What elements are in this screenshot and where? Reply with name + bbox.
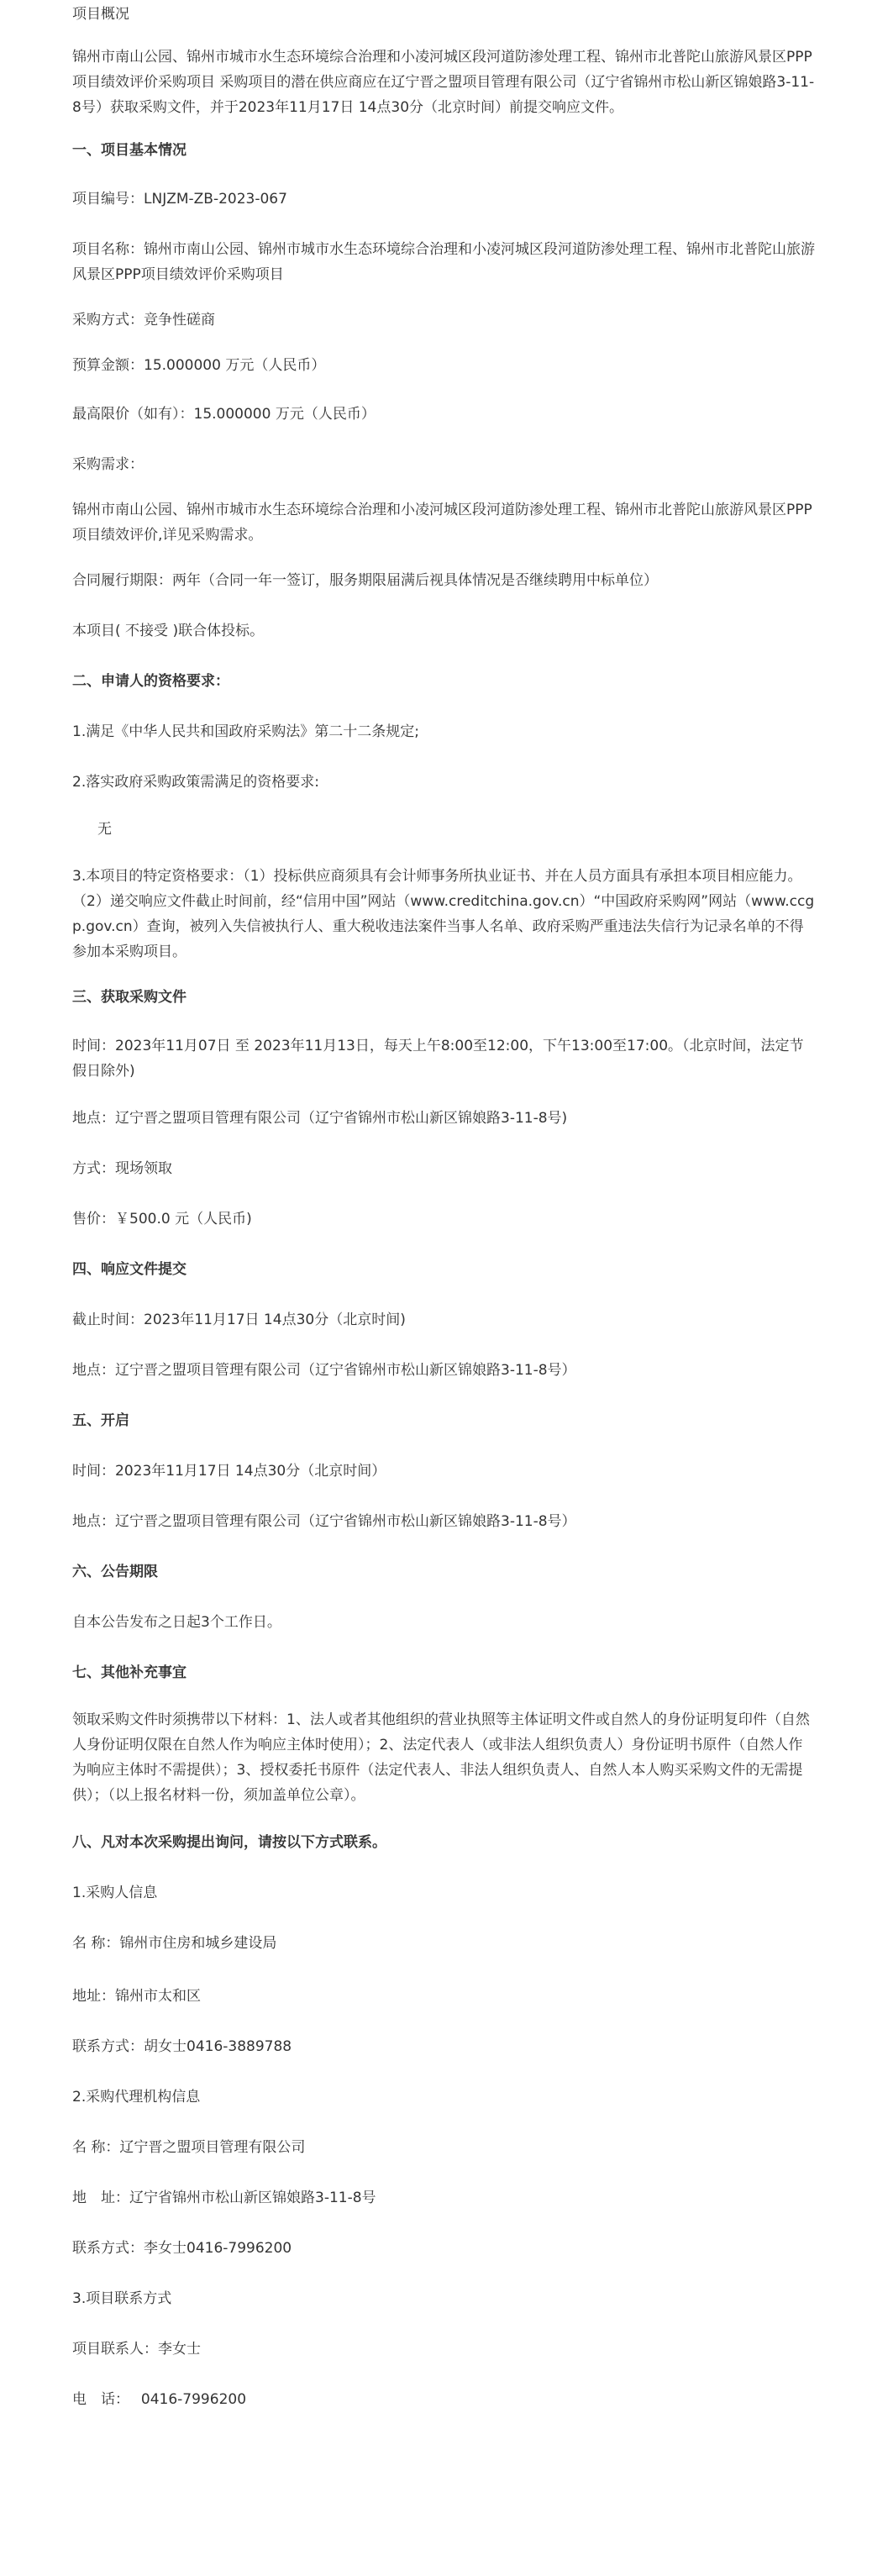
- project-contact-phone: 电 话： 0416-7996200: [72, 2391, 247, 2408]
- qualification-item-3: 3.本项目的特定资格要求：（1）投标供应商须具有会计师事务所执业证书、并在人员方面具有承担本项目相应能力。（2）递交响应文件截止时间前，经“信用中国”网站（www.creditchina.gov.cn）“中国政府采购网”网站（www.ccgp.gov.cn）查询，被列入失信被执行人、重大税收违法案件当事人名单、政府采购严重违法失信行为记录名单的不得参加本采购项目。: [72, 868, 815, 960]
- agency-name: 名 称：辽宁晋之盟项目管理有限公司: [72, 2139, 306, 2156]
- project-number: 项目编号：LNJZM-ZB-2023-067: [72, 191, 287, 208]
- submission-place: 地点：辽宁晋之盟项目管理有限公司（辽宁省锦州市松山新区锦娘路3-11-8号）: [72, 1362, 576, 1379]
- overview-text: 锦州市南山公园、锦州市城市水生态环境综合治理和小凌河城区段河道防渗处理工程、锦州市北普陀山旅游风景区PPP项目绩效评价采购项目 采购项目的潜在供应商应在辽宁晋之盟项目管理有限公司（辽宁省锦州市松山新区锦娘路3-11-8号）获取采购文件，并于2023年11月17日 14点30分（北京时间）前提交响应文件。: [72, 49, 815, 116]
- section-7-heading: 七、其他补充事宜: [72, 1664, 187, 1681]
- section-4-heading: 四、响应文件提交: [72, 1261, 187, 1278]
- purchaser-name: 名 称：锦州市住房和城乡建设局: [72, 1935, 277, 1952]
- obtain-method: 方式：现场领取: [72, 1160, 172, 1177]
- notice-period: 自本公告发布之日起3个工作日。: [72, 1614, 281, 1631]
- document-price: 售价：￥500.0 元（人民币): [72, 1211, 252, 1228]
- section-8-heading: 八、凡对本次采购提出询问，请按以下方式联系。: [72, 1834, 386, 1851]
- qualification-item-2: 2.落实政府采购政策需满足的资格要求:: [72, 774, 319, 791]
- agency-contact: 联系方式：李女士0416-7996200: [72, 2240, 292, 2257]
- consortium-note: 本项目( 不接受 )联合体投标。: [72, 623, 265, 639]
- section-2-heading: 二、申请人的资格要求：: [72, 673, 229, 690]
- demand-text: 锦州市南山公园、锦州市城市水生态环境综合治理和小凌河城区段河道防渗处理工程、锦州市北普陀山旅游风景区PPP项目绩效评价,详见采购需求。: [72, 502, 812, 544]
- obtain-place: 地点：辽宁晋之盟项目管理有限公司（辽宁省锦州市松山新区锦娘路3-11-8号): [72, 1110, 568, 1127]
- purchaser-contact: 联系方式：胡女士0416-3889788: [72, 2038, 292, 2055]
- section-1-heading: 一、项目基本情况: [72, 142, 187, 159]
- procurement-method: 采购方式：竞争性磋商: [72, 312, 215, 329]
- project-contact-title: 3.项目联系方式: [72, 2290, 172, 2307]
- qualification-item-2-value: 无: [97, 821, 112, 838]
- purchaser-address: 地址：锦州市太和区: [72, 1988, 201, 2005]
- demand-label: 采购需求：: [72, 456, 144, 473]
- obtain-time: 时间：2023年11月07日 至 2023年11月13日，每天上午8:00至12:00，下午13:00至17:00。（北京时间，法定节假日除外): [72, 1038, 804, 1080]
- submission-deadline: 截止时间：2023年11月17日 14点30分（北京时间): [72, 1312, 406, 1328]
- opening-place: 地点：辽宁晋之盟项目管理有限公司（辽宁省锦州市松山新区锦娘路3-11-8号）: [72, 1513, 576, 1530]
- section-5-heading: 五、开启: [72, 1412, 129, 1429]
- max-price: 最高限价（如有）：15.000000 万元（人民币）: [72, 406, 376, 423]
- announcement-content: [72, 2, 815, 2412]
- qualification-item-1: 1.满足《中华人民共和国政府采购法》第二十二条规定;: [72, 723, 419, 740]
- section-6-heading: 六、公告期限: [72, 1564, 158, 1580]
- agency-info-title: 2.采购代理机构信息: [72, 2089, 201, 2105]
- section-3-heading: 三、获取采购文件: [72, 989, 187, 1006]
- project-name: 项目名称：锦州市南山公园、锦州市城市水生态环境综合治理和小凌河城区段河道防渗处理工程、锦州市北普陀山旅游风景区PPP项目绩效评价采购项目: [72, 241, 815, 283]
- project-contact-person: 项目联系人：李女士: [72, 2341, 201, 2358]
- overview-title: 项目概况: [72, 6, 129, 23]
- opening-time: 时间：2023年11月17日 14点30分（北京时间）: [72, 1463, 386, 1480]
- supplementary-matters: 领取采购文件时须携带以下材料：1、法人或者其他组织的营业执照等主体证明文件或自然人的身份证明复印件（自然人身份证明仅限在自然人作为响应主体时使用）；2、法定代表人（或非法人组织负责人）身份证明书原件（自然人作为响应主体时不需提供）；3、授权委托书原件（法定代表人、非法人组织负责人、自然人本人购买采购文件的无需提供）；（以上报名材料一份，须加盖单位公章）。: [72, 1711, 810, 1804]
- purchaser-info-title: 1.采购人信息: [72, 1885, 158, 1901]
- agency-address: 地 址：辽宁省锦州市松山新区锦娘路3-11-8号: [72, 2190, 376, 2206]
- contract-term: 合同履行期限：两年（合同一年一签订，服务期限届满后视具体情况是否继续聘用中标单位）: [72, 572, 658, 589]
- budget-amount: 预算金额：15.000000 万元（人民币）: [72, 357, 326, 374]
